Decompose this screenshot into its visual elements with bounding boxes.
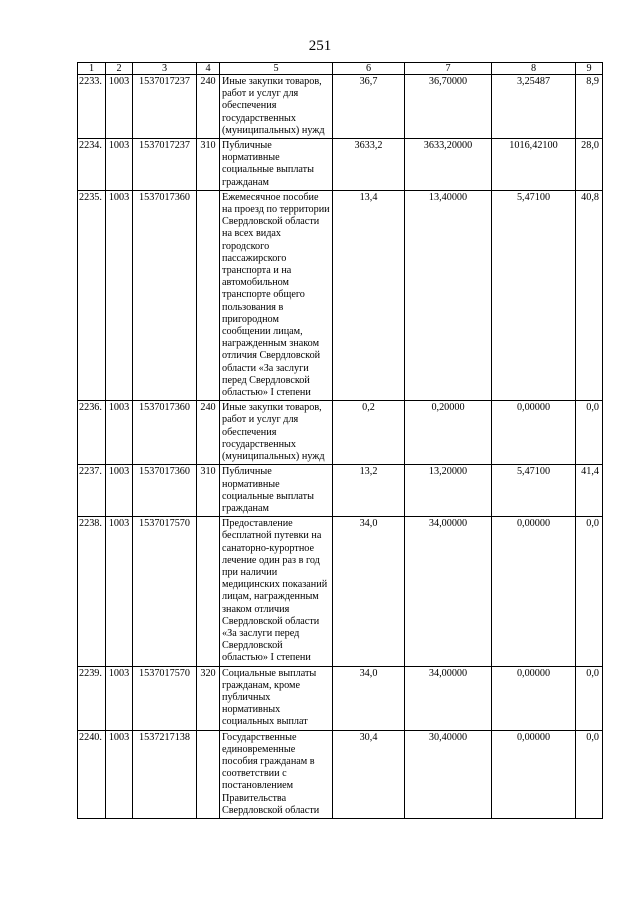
expense-type-cell: 240 xyxy=(197,75,220,139)
target-code-cell: 1537017237 xyxy=(133,139,197,191)
value-col7-cell: 30,40000 xyxy=(405,730,492,818)
value-col6-cell: 36,7 xyxy=(333,75,405,139)
section-code-cell: 1003 xyxy=(106,465,133,517)
section-code-cell: 1003 xyxy=(106,75,133,139)
value-col6-cell: 3633,2 xyxy=(333,139,405,191)
item-name-cell: Публичные нормативные социальные выплаты гражданам xyxy=(220,139,333,191)
value-col7-cell: 34,00000 xyxy=(405,666,492,730)
section-code-cell: 1003 xyxy=(106,730,133,818)
target-code-cell: 1537017570 xyxy=(133,517,197,666)
item-name-cell: Предоставление бесплатной путевки на санаторно-курортное лечение один раз в год при наличии медицинских показаний лицам, награжденным знаком отличия Свердловской области «За заслуги перед Свердловской областью» I степени xyxy=(220,517,333,666)
target-code-cell: 1537017360 xyxy=(133,190,197,400)
target-code-cell: 1537217138 xyxy=(133,730,197,818)
header-cell: 8 xyxy=(492,63,576,75)
page-number: 251 xyxy=(308,38,332,54)
budget-table xyxy=(77,62,603,819)
table-row xyxy=(78,730,603,818)
value-col7-cell: 13,20000 xyxy=(405,465,492,517)
header-cell: 2 xyxy=(106,63,133,75)
value-col9-cell: 28,0 xyxy=(576,139,603,191)
value-col7-cell: 13,40000 xyxy=(405,190,492,400)
section-code-cell: 1003 xyxy=(106,139,133,191)
target-code-cell: 1537017237 xyxy=(133,75,197,139)
target-code-cell: 1537017570 xyxy=(133,666,197,730)
table-row xyxy=(78,139,603,191)
section-code-cell: 1003 xyxy=(106,517,133,666)
value-col6-cell: 13,2 xyxy=(333,465,405,517)
value-col7-cell: 36,70000 xyxy=(405,75,492,139)
row-number-cell: 2236. xyxy=(78,401,106,465)
expense-type-cell xyxy=(197,730,220,818)
table-row xyxy=(78,401,603,465)
item-name-cell: Социальные выплаты гражданам, кроме публичных нормативных социальных выплат xyxy=(220,666,333,730)
header-cell: 3 xyxy=(133,63,197,75)
header-cell: 7 xyxy=(405,63,492,75)
value-col6-cell: 13,4 xyxy=(333,190,405,400)
value-col8-cell: 5,47100 xyxy=(492,465,576,517)
table-row xyxy=(78,666,603,730)
value-col6-cell: 30,4 xyxy=(333,730,405,818)
expense-type-cell xyxy=(197,517,220,666)
table-header-row xyxy=(78,63,603,75)
item-name-cell: Иные закупки товаров, работ и услуг для обеспечения государственных (муниципальных) нужд xyxy=(220,75,333,139)
row-number-cell: 2238. xyxy=(78,517,106,666)
header-cell: 9 xyxy=(576,63,603,75)
target-code-cell: 1537017360 xyxy=(133,465,197,517)
section-code-cell: 1003 xyxy=(106,190,133,400)
value-col9-cell: 0,0 xyxy=(576,517,603,666)
row-number-cell: 2237. xyxy=(78,465,106,517)
expense-type-cell: 240 xyxy=(197,401,220,465)
header-cell: 5 xyxy=(220,63,333,75)
value-col7-cell: 3633,20000 xyxy=(405,139,492,191)
item-name-cell: Государственные единовременные пособия гражданам в соответствии с постановлением Правительства Свердловской области xyxy=(220,730,333,818)
value-col8-cell: 0,00000 xyxy=(492,730,576,818)
row-number-cell: 2240. xyxy=(78,730,106,818)
target-code-cell: 1537017360 xyxy=(133,401,197,465)
expense-type-cell xyxy=(197,190,220,400)
row-number-cell: 2239. xyxy=(78,666,106,730)
value-col8-cell: 3,25487 xyxy=(492,75,576,139)
item-name-cell: Иные закупки товаров, работ и услуг для обеспечения государственных (муниципальных) нужд xyxy=(220,401,333,465)
expense-type-cell: 310 xyxy=(197,465,220,517)
value-col9-cell: 0,0 xyxy=(576,730,603,818)
header-cell: 1 xyxy=(78,63,106,75)
row-number-cell: 2235. xyxy=(78,190,106,400)
table-row xyxy=(78,75,603,139)
value-col9-cell: 0,0 xyxy=(576,401,603,465)
expense-type-cell: 320 xyxy=(197,666,220,730)
table-row xyxy=(78,465,603,517)
value-col9-cell: 40,8 xyxy=(576,190,603,400)
value-col9-cell: 0,0 xyxy=(576,666,603,730)
value-col9-cell: 8,9 xyxy=(576,75,603,139)
row-number-cell: 2234. xyxy=(78,139,106,191)
table-row xyxy=(78,517,603,666)
row-number-cell: 2233. xyxy=(78,75,106,139)
table-row xyxy=(78,190,603,400)
section-code-cell: 1003 xyxy=(106,401,133,465)
section-code-cell: 1003 xyxy=(106,666,133,730)
value-col6-cell: 34,0 xyxy=(333,666,405,730)
value-col6-cell: 34,0 xyxy=(333,517,405,666)
value-col8-cell: 0,00000 xyxy=(492,401,576,465)
expense-type-cell: 310 xyxy=(197,139,220,191)
header-cell: 4 xyxy=(197,63,220,75)
value-col7-cell: 34,00000 xyxy=(405,517,492,666)
header-cell: 6 xyxy=(333,63,405,75)
value-col7-cell: 0,20000 xyxy=(405,401,492,465)
value-col8-cell: 0,00000 xyxy=(492,666,576,730)
value-col9-cell: 41,4 xyxy=(576,465,603,517)
item-name-cell: Публичные нормативные социальные выплаты гражданам xyxy=(220,465,333,517)
value-col8-cell: 5,47100 xyxy=(492,190,576,400)
item-name-cell: Ежемесячное пособие на проезд по территории Свердловской области на всех видах городского пассажирского транспорта и на автомобильном транспорте общего пользования в пригородном сообщении лицам, награжденным знаком отличия Свердловской области «За заслуги перед Свердловской областью» I степени xyxy=(220,190,333,400)
value-col6-cell: 0,2 xyxy=(333,401,405,465)
value-col8-cell: 1016,42100 xyxy=(492,139,576,191)
value-col8-cell: 0,00000 xyxy=(492,517,576,666)
